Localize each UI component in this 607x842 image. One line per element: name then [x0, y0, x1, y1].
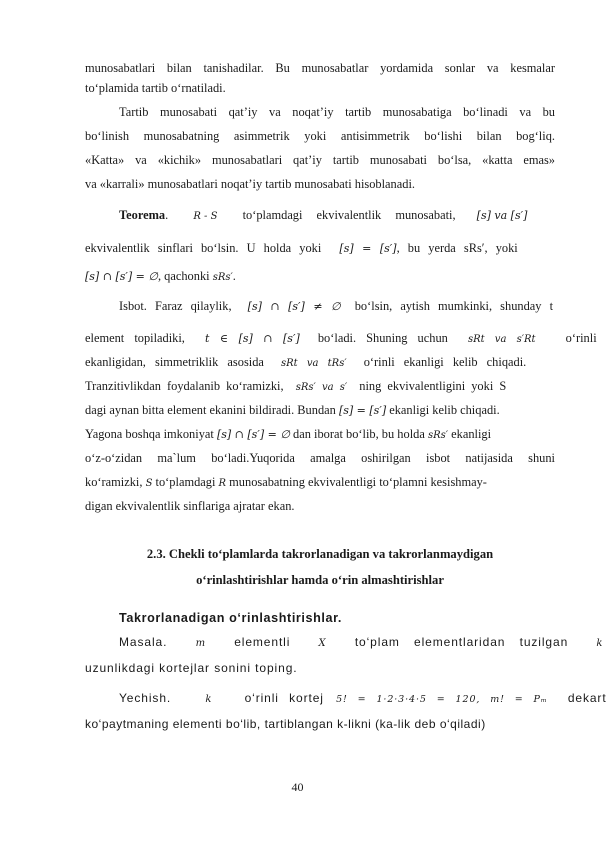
text: Tranzitivlikdan foydalanib ko‘ramizki, — [85, 379, 284, 393]
text: to‘plam elementlaridan tuzilgan — [354, 635, 569, 649]
paragraph-line: «Katta» va «kichik» munosabatlari qat’iy tartib munosabati bo‘lsa, «katta emas» — [85, 153, 555, 167]
text: dagi aynan bitta element ekanini bildiradi. Bundan — [85, 403, 336, 417]
theorem-label: Teorema — [119, 208, 166, 222]
text: Masala. — [119, 635, 168, 649]
formula: S — [145, 478, 153, 489]
proof-line — [119, 298, 555, 315]
text: Isbot. Faraz qilaylik, — [119, 299, 232, 313]
text: . — [232, 269, 236, 283]
text: dekart — [567, 691, 607, 705]
paragraph-line: Tartib munosabati qat’iy va noqat’iy tartib munosabatiga bo‘linadi va bu — [119, 105, 555, 119]
formula: k — [596, 638, 604, 649]
text: bo‘ladi. Shuning uchun — [317, 331, 448, 345]
formula: X — [318, 638, 327, 649]
text: element topiladiki, — [85, 331, 185, 345]
page-number: 40 — [291, 780, 304, 794]
text: o‘rinli ekanligi kelib chiqadi. — [363, 355, 527, 369]
paragraph-line: munosabatlari bilan tanishadilar. Bu munosabatlar yordamida sonlar va kesmalar — [85, 61, 555, 75]
text: Yagona boshqa imkoniyat — [85, 427, 214, 441]
text: munosabatning ekvivalentligi to‘plamni kesishmay- — [229, 475, 487, 489]
formula: [s] ∩ [s′] ≠ ∅ — [247, 300, 341, 313]
text: dan iborat bo‘lib, bu holda — [293, 427, 425, 441]
text: ko‘ramizki, — [85, 475, 143, 489]
formula: t ∈ [s] ∩ [s′] — [205, 332, 300, 345]
paragraph-line: to‘plamida tartib o‘rnatiladi. — [85, 81, 226, 95]
text: to‘plamdagi — [155, 475, 216, 489]
formula: R — [218, 478, 227, 489]
formula: [s] = [s′] — [339, 242, 397, 255]
text: o‘rinli — [565, 331, 597, 345]
section-heading: 2.3. Chekli to‘plamlarda takrorlanadigan va takrorlanmaydigan — [146, 547, 494, 561]
formula: m — [195, 638, 206, 649]
formula: sRs′ — [212, 272, 233, 283]
text: elementli — [234, 635, 291, 649]
proof-line — [85, 378, 555, 396]
theorem-line — [85, 240, 555, 257]
formula: sRs′ va s′ — [295, 382, 348, 393]
proof-line — [85, 474, 555, 492]
text: ekanligi kelib chiqadi. — [389, 403, 500, 417]
formula: 5! = 1·2·3·4·5 = 120, m! = Pₘ — [336, 694, 548, 705]
text: , qachonki — [157, 269, 210, 283]
solution-line: ko‘paytmaning elementi bo‘lib, tartiblangan k-likni (ka-lik deb o‘qiladi) — [85, 717, 486, 731]
theorem-line — [85, 268, 555, 286]
section-heading: o‘rinlashtirishlar hamda o‘rin almashtirishlar — [196, 573, 444, 587]
text: ekanligi — [451, 427, 492, 441]
formula: sRs′ — [427, 430, 449, 441]
formula: k — [205, 694, 213, 705]
problem-line — [119, 634, 604, 652]
text: Yechish. — [119, 691, 172, 705]
text: . — [165, 208, 169, 222]
formula: [s] ∩ [s′] = ∅ — [216, 428, 290, 441]
proof-line — [85, 330, 597, 348]
text: ning ekvivalentligini yoki S — [359, 379, 507, 393]
text: , bu yerda sRs′, yoki — [396, 241, 518, 255]
theorem-line — [119, 207, 555, 225]
paragraph-line: bo‘linish munosabatning asimmetrik yoki antisimmetrik bo‘lishi bilan bog‘liq. — [85, 129, 555, 143]
proof-line — [85, 354, 555, 372]
subheading: Takrorlanadigan o‘rinlashtirishlar. — [119, 611, 343, 625]
proof-line — [85, 426, 555, 444]
formula: [s] ∩ [s′] = ∅ — [85, 270, 158, 283]
formula: sRt va tRs′ — [281, 358, 347, 369]
text: bo‘lsin, aytish mumkinki, shunday t — [354, 299, 554, 313]
text: ekvivalentlik sinflari bo‘lsin. U holda yoki — [85, 241, 322, 255]
problem-line: uzunlikdagi kortejlar sonini toping. — [85, 661, 298, 675]
proof-line — [85, 402, 555, 419]
paragraph-line: va «karrali» munosabatlari noqat’iy tartib munosabati hisoblanadi. — [85, 177, 415, 191]
proof-line: o‘z-o‘zidan ma`lum bo‘ladi.Yuqorida amalga oshirilgan isbot natijasida shuni — [85, 451, 555, 465]
text: to‘plamdagi ekvivalentlik munosabati, — [242, 208, 456, 222]
formula: R - S — [193, 211, 218, 222]
proof-line: digan ekvivalentlik sinflariga ajratar ekan. — [85, 499, 295, 513]
text: ekanligidan, simmetriklik asosida — [85, 355, 264, 369]
solution-line — [119, 690, 607, 708]
formula: sRt va s′Rt — [467, 334, 536, 345]
text: o‘rinli kortej — [244, 691, 324, 705]
formula: [s] va [s′] — [476, 209, 528, 222]
formula: [s] = [s′] — [338, 404, 387, 417]
